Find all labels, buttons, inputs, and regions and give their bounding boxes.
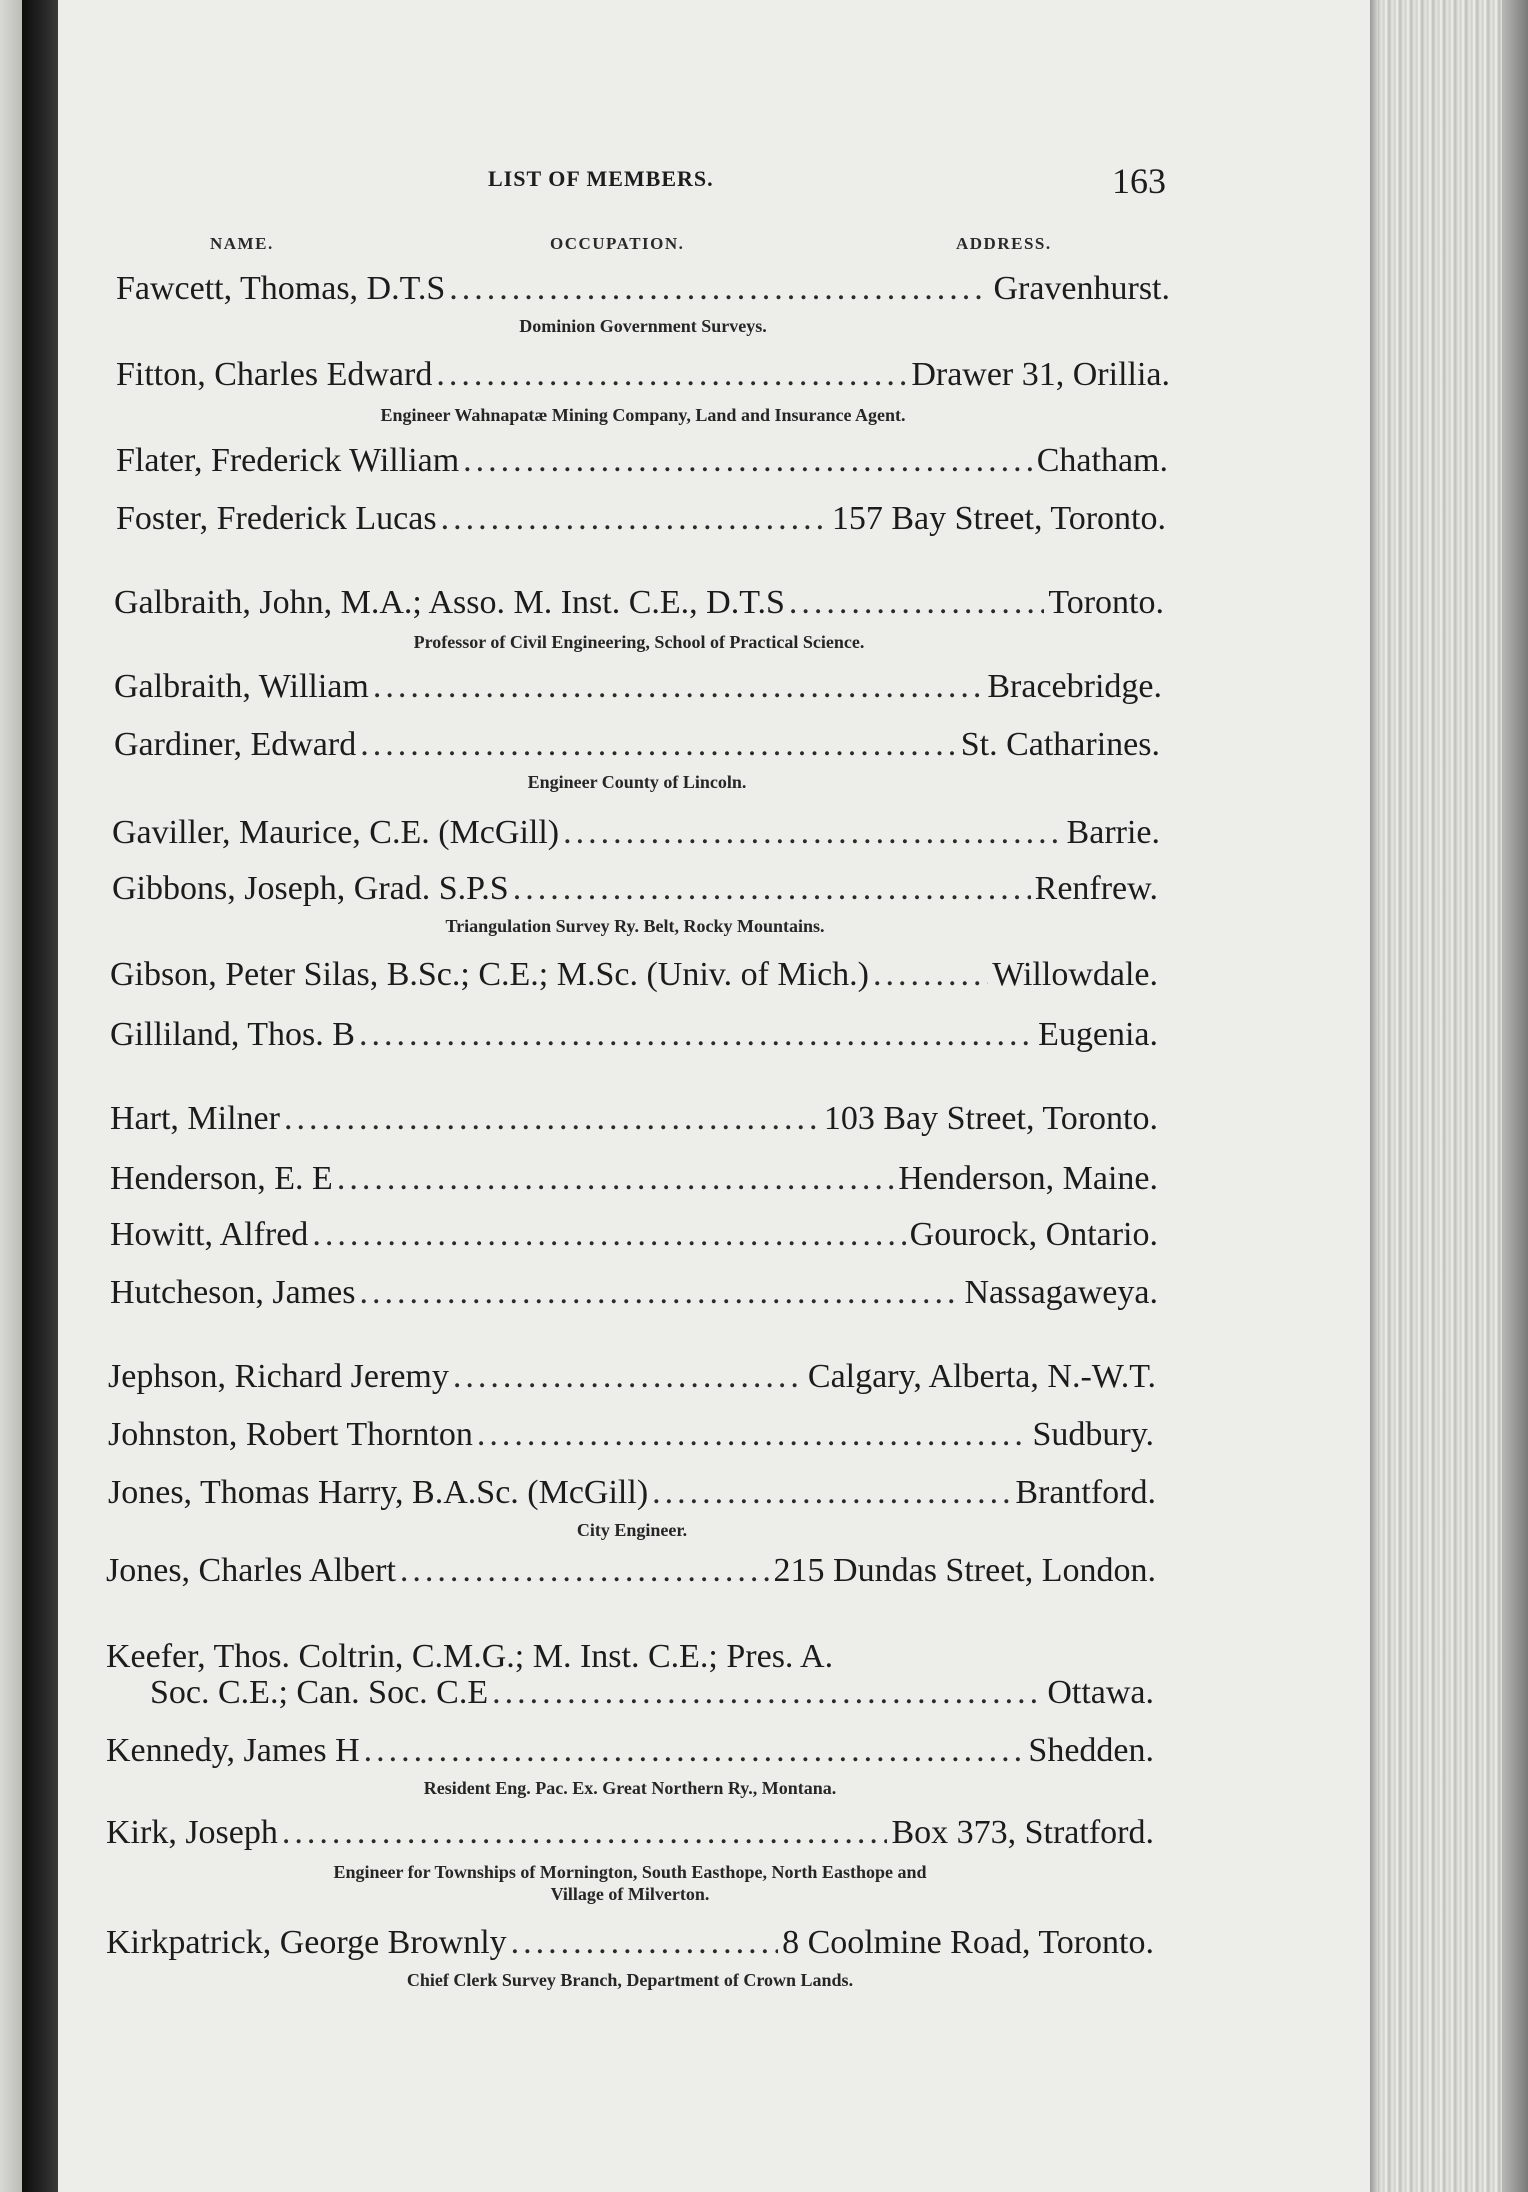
member-name: Galbraith, William (114, 668, 369, 705)
member-entry (116, 270, 1170, 307)
member-occupation: Professor of Civil Engineering, School of Practical Science. (413, 632, 865, 652)
member-name: Gibson, Peter Silas, B.Sc.; C.E.; M.Sc. (Univ. of Mich.) (110, 956, 869, 993)
member-address: Renfrew. (1034, 870, 1158, 907)
member-address: Calgary, Alberta, N.-W.T. (807, 1358, 1156, 1395)
member-entry (116, 356, 1170, 393)
member-address: Barrie. (1066, 814, 1160, 851)
member-entry (110, 1216, 1158, 1253)
member-address: Ottawa. (1047, 1674, 1154, 1711)
member-address: Gourock, Ontario. (909, 1216, 1158, 1253)
member-address: Willowdale. (992, 956, 1158, 993)
member-entry (112, 814, 1160, 851)
member-address: 103 Bay Street, Toronto. (823, 1100, 1158, 1137)
leader-dots (477, 1416, 1029, 1453)
member-name: Jones, Charles Albert (106, 1552, 396, 1589)
member-name: Hart, Milner (110, 1100, 280, 1137)
leader-dots (563, 814, 1062, 851)
member-entry (116, 442, 1168, 479)
leader-dots (652, 1474, 1011, 1511)
member-entry (114, 584, 1164, 621)
leader-dots (789, 584, 1044, 621)
member-name: Henderson, E. E (110, 1160, 333, 1197)
leader-dots (364, 1732, 1025, 1769)
member-address: Chatham. (1036, 442, 1168, 479)
member-name: Johnston, Robert Thornton (108, 1416, 473, 1453)
member-address: Henderson, Maine. (898, 1160, 1158, 1197)
leader-dots (284, 1100, 820, 1137)
member-name: Kirkpatrick, George Brownly (106, 1924, 507, 1961)
leader-dots (511, 1924, 778, 1961)
member-address: Gravenhurst. (993, 270, 1170, 307)
member-entry-continued (150, 1674, 1154, 1711)
member-address: 157 Bay Street, Toronto. (831, 500, 1166, 537)
leader-dots (337, 1160, 895, 1197)
member-entry (110, 1160, 1158, 1197)
leader-dots (441, 500, 828, 537)
leader-dots (312, 1216, 905, 1253)
member-occupation: Triangulation Survey Ry. Belt, Rocky Mountains. (445, 916, 825, 936)
page-number: 163 (1112, 161, 1166, 201)
member-name: Kennedy, James H (106, 1732, 360, 1769)
member-occupation: Resident Eng. Pac. Ex. Great Northern Ry., Montana. (423, 1778, 837, 1798)
member-address: Sudbury. (1032, 1416, 1154, 1453)
member-name: Jephson, Richard Jeremy (108, 1358, 449, 1395)
member-entry (108, 1474, 1156, 1511)
member-name: Galbraith, John, M.A.; Asso. M. Inst. C.E., D.T.S (114, 584, 785, 621)
member-name: Flater, Frederick William (116, 442, 460, 479)
member-name: Hutcheson, James (110, 1274, 356, 1311)
leader-dots (436, 356, 907, 393)
member-entry (108, 1416, 1154, 1453)
column-header-occupation: OCCUPATION. (550, 234, 685, 253)
leader-dots (373, 668, 984, 705)
member-entry (106, 1924, 1154, 1961)
member-entry (110, 1100, 1158, 1137)
member-address: Shedden. (1028, 1732, 1154, 1769)
binding-edge (0, 0, 22, 2192)
member-address: 8 Coolmine Road, Toronto. (782, 1924, 1154, 1961)
member-entry (112, 870, 1158, 907)
member-occupation: Engineer for Townships of Mornington, South Easthope, North Easthope and (333, 1862, 927, 1882)
member-entry (110, 1016, 1158, 1053)
member-address: Brantford. (1015, 1474, 1156, 1511)
member-name: Gibbons, Joseph, Grad. S.P.S (112, 870, 509, 907)
member-name-continued: Soc. C.E.; Can. Soc. C.E (150, 1674, 489, 1711)
leader-dots (282, 1814, 888, 1851)
member-name: Keefer, Thos. Coltrin, C.M.G.; M. Inst. C.E.; Pres. A. (106, 1638, 834, 1675)
leader-dots (463, 442, 1033, 479)
leader-dots (360, 1274, 961, 1311)
member-name: Fawcett, Thomas, D.T.S (116, 270, 446, 307)
leader-dots (359, 1016, 1034, 1053)
leader-dots (492, 1674, 1043, 1711)
member-address: Eugenia. (1038, 1016, 1158, 1053)
member-entry (114, 668, 1162, 705)
leader-dots (513, 870, 1031, 907)
page-edges (1370, 0, 1528, 2192)
member-occupation-continued: Village of Milverton. (550, 1884, 710, 1904)
column-header-name: NAME. (210, 234, 274, 253)
leader-dots (873, 956, 988, 993)
member-occupation: Engineer Wahnapatæ Mining Company, Land and Insurance Agent. (380, 405, 906, 425)
member-name: Howitt, Alfred (110, 1216, 309, 1253)
member-address: Box 373, Stratford. (891, 1814, 1154, 1851)
member-entry (106, 1814, 1154, 1851)
member-name: Gilliland, Thos. B (110, 1016, 355, 1053)
leader-dots (449, 270, 989, 307)
member-address: Nassagaweya. (964, 1274, 1158, 1311)
running-head: LIST OF MEMBERS. (488, 166, 714, 191)
member-name: Gaviller, Maurice, C.E. (McGill) (112, 814, 560, 851)
member-entry (114, 726, 1160, 763)
member-entry (110, 1274, 1158, 1311)
member-entry (106, 1638, 1006, 1675)
member-entry (110, 956, 1158, 993)
member-entry (108, 1358, 1156, 1395)
member-name: Gardiner, Edward (114, 726, 357, 763)
member-address: Bracebridge. (987, 668, 1162, 705)
member-name: Kirk, Joseph (106, 1814, 278, 1851)
member-entry (106, 1732, 1154, 1769)
leader-dots (400, 1552, 770, 1589)
member-name: Foster, Frederick Lucas (116, 500, 437, 537)
column-header-address: ADDRESS. (956, 234, 1052, 253)
member-occupation: Engineer County of Lincoln. (527, 772, 747, 792)
member-entry (106, 1552, 1156, 1589)
member-occupation: Chief Clerk Survey Branch, Department of Crown Lands. (406, 1970, 854, 1990)
member-occupation: Dominion Government Surveys. (519, 316, 767, 336)
member-address: Toronto. (1048, 584, 1164, 621)
leader-dots (360, 726, 957, 763)
member-name: Jones, Thomas Harry, B.A.Sc. (McGill) (108, 1474, 649, 1511)
member-address: Drawer 31, Orillia. (911, 356, 1170, 393)
member-occupation: City Engineer. (576, 1520, 688, 1540)
member-address: St. Catharines. (960, 726, 1160, 763)
member-address: 215 Dundas Street, London. (773, 1552, 1156, 1589)
member-name: Fitton, Charles Edward (116, 356, 433, 393)
member-entry (116, 500, 1166, 537)
leader-dots (453, 1358, 804, 1395)
page-shadow (22, 0, 58, 2192)
